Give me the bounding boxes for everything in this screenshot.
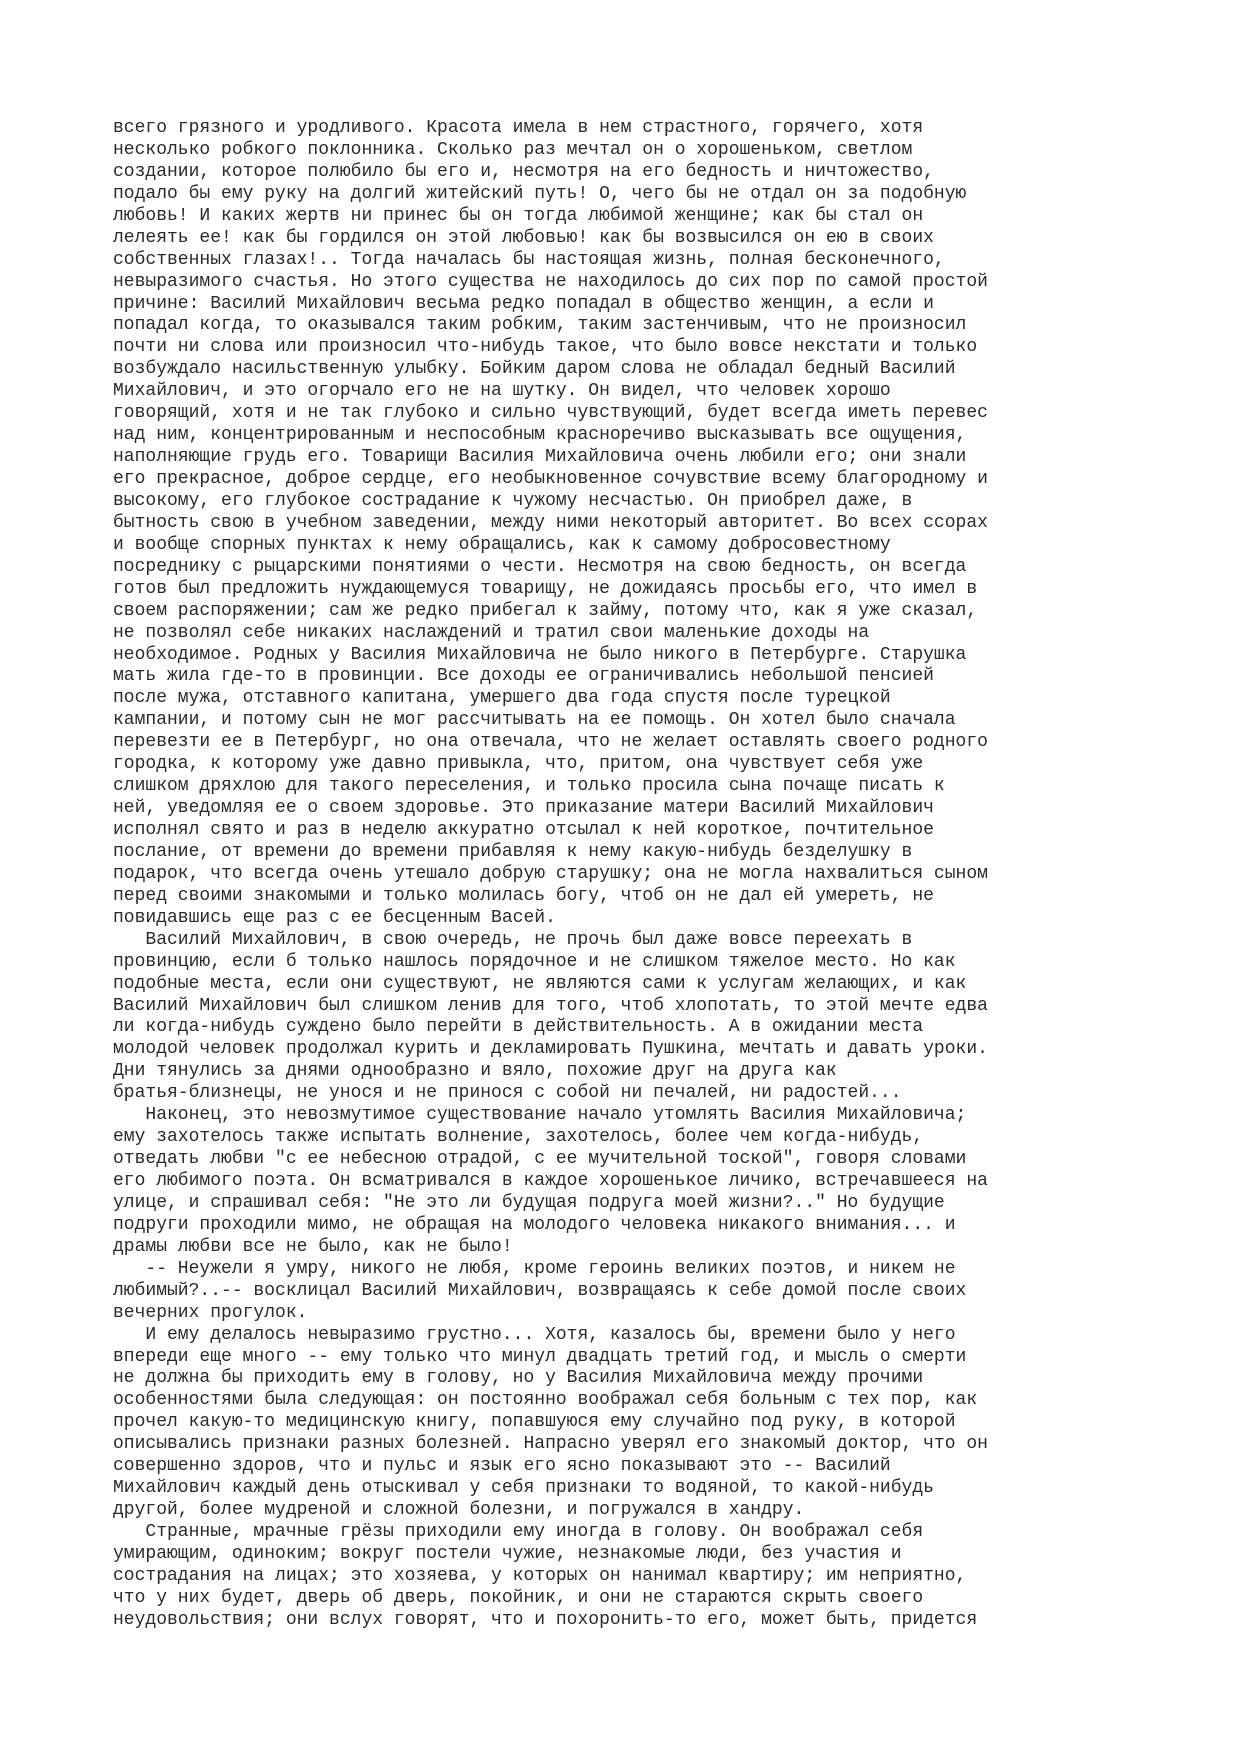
text-line: ли когда-нибудь суждено было перейти в действительность. А в ожидании места xyxy=(113,1017,924,1038)
text-line: несколько робкого поклонника. Сколько раз мечтал он о хорошеньком, светлом xyxy=(113,139,913,160)
text-line: любовь! И каких жертв ни принес бы он тогда любимой женщине; как бы стал он xyxy=(113,205,924,226)
text-line: причине: Василий Михайлович весьма редко попадал в общество женщин, а если и xyxy=(113,293,934,314)
text-line: его прекрасное, доброе сердце, его необыкновенное сочувствие всему благородному и xyxy=(113,469,988,489)
text-line: ему захотелось также испытать волнение, захотелось, более чем когда-нибудь, xyxy=(113,1127,924,1148)
text-line: провинцию, если б только нашлось порядочное и не слишком тяжелое место. Но как xyxy=(113,951,956,972)
text-line: готов был предложить нуждающемуся товарищу, не дожидаясь просьбы его, что имел в xyxy=(113,578,978,599)
text-line: драмы любви все не было, как не было! xyxy=(113,1236,513,1257)
text-line: любимый?..-- восклицал Василий Михайлович, возвращаясь к себе домой после своих xyxy=(113,1280,967,1301)
text-line: умирающим, одиноким; вокруг постели чужие, незнакомые люди, без участия и xyxy=(113,1543,902,1564)
text-line: создании, которое полюбило бы его и, несмотря на его бедность и ничтожество, xyxy=(113,161,934,182)
text-line: подобные места, если они существуют, не являются сами к услугам желающих, и как xyxy=(113,973,967,994)
text-line: своем распоряжении; сам же редко прибегал к займу, потому что, как я уже сказал, xyxy=(113,600,978,621)
text-line: подруги проходили мимо, не обращая на молодого человека никакого внимания... и xyxy=(113,1214,956,1235)
text-line: невыразимого счастья. Но этого существа не находилось до сих пор по самой простой xyxy=(113,271,988,292)
text-line: молодой человек продолжал курить и декламировать Пушкина, мечтать и давать уроки. xyxy=(113,1039,988,1060)
text-line: высокому, его глубокое сострадание к чужому несчастью. Он приобрел даже, в xyxy=(113,490,913,511)
text-line: И ему делалось невыразимо грустно... Хотя, казалось бы, времени было у него xyxy=(113,1324,956,1345)
text-line: впереди еще много -- ему только что минул двадцать третий год, и мысль о смерти xyxy=(113,1346,967,1367)
text-line xyxy=(113,1632,1223,1654)
text-line: -- Неужели я умру, никого не любя, кроме героинь великих поэтов, и никем не xyxy=(113,1258,956,1279)
text-line: Василий Михайлович был слишком ленив для того, чтоб хлопотать, то этой мечте едва xyxy=(113,995,988,1016)
text-line: прочел какую-то медицинскую книгу, попавшуюся ему случайно под руку, в которой xyxy=(113,1412,956,1433)
text-line: улице, и спрашивал себя: "Не это ли будущая подруга моей жизни?.." Но будущие xyxy=(113,1192,945,1213)
text-line: бытность свою в учебном заведении, между ними некоторый авторитет. Во всех ссорах xyxy=(113,512,988,533)
text-line: Наконец, это невозмутимое существование начало утомлять Василия Михайловича; xyxy=(113,1105,967,1126)
text-line: мать жила где-то в провинции. Все доходы ее ограничивались небольшой пенсией xyxy=(113,666,934,687)
text-line: исполнял свято и раз в неделю аккуратно отсылал к ней короткое, почтительное xyxy=(113,820,934,840)
text-line: Странные, мрачные грёзы приходили ему иногда в голову. Он воображал себя xyxy=(113,1522,924,1542)
text-line: Дни тянулись за днями однообразно и вяло, похожие друг на друга как xyxy=(113,1061,837,1082)
text-line: Михайлович каждый день отыскивал у себя признаки то водяной, то какой-нибудь xyxy=(113,1478,934,1499)
text-line: попадал когда, то оказывался таким робким, таким застенчивым, что не произносил xyxy=(113,315,967,336)
text-line: послание, от времени до времени прибавляя к нему какую-нибудь безделушку в xyxy=(113,841,913,862)
text-line: говорящий, хотя и не так глубоко и сильно чувствующий, будет всегда иметь перевес xyxy=(113,403,988,424)
text-line: отведать любви "с ее небесною отрадой, с ее мучительной тоской", говоря словами xyxy=(113,1149,967,1170)
text-line: городка, к которому уже давно привыкла, что, притом, она чувствует себя уже xyxy=(113,754,924,775)
text-line: наполняющие грудь его. Товарищи Василия Михайловича очень любили его; они знали xyxy=(113,447,967,468)
text-line: перевезти ее в Петербург, но она отвечала, что не желает оставлять своего родного xyxy=(113,732,988,753)
text-line: ней, уведомляя ее о своем здоровье. Это приказание матери Василий Михайлович xyxy=(113,798,934,819)
text-line: всего грязного и уродливого. Красота имела в нем страстного, горячего, хотя xyxy=(113,118,924,138)
text-line: лелеять ее! как бы гордился он этой любовью! как бы возвысился он ею в своих xyxy=(113,227,934,248)
text-line: Михайлович, и это огорчало его не на шутку. Он видел, что человек хорошо xyxy=(113,381,891,402)
text-line: братья-близнецы, не унося и не принося с собой ни печалей, ни радостей... xyxy=(113,1083,902,1104)
text-line: сострадания на лицах; это хозяева, у которых он нанимал квартиру; им неприятно, xyxy=(113,1565,967,1586)
text-line: над ним, концентрированным и неспособным красноречиво высказывать все ощущения, xyxy=(113,425,967,446)
text-line: собственных глазах!.. Тогда началась бы настоящая жизнь, полная бесконечного, xyxy=(113,249,945,270)
text-line: повидавшись еще раз с ее бесценным Васей. xyxy=(113,907,556,928)
text-line: подарок, что всегда очень утешало добрую старушку; она не могла нахвалиться сыном xyxy=(113,863,988,884)
text-line: подало бы ему руку на долгий житейский путь! О, чего бы не отдал он за подобную xyxy=(113,183,967,204)
document-page xyxy=(113,118,1223,1654)
text-line: перед своими знакомыми и только молилась богу, чтоб он не дал ей умереть, не xyxy=(113,885,934,906)
text-line: описывались признаки разных болезней. Напрасно уверял его знакомый доктор, что он xyxy=(113,1434,988,1455)
text-line: слишком дряхлою для такого переселения, и только просила сына почаще писать к xyxy=(113,776,945,797)
text-line: почти ни слова или произносил что-нибудь такое, что было вовсе некстати и только xyxy=(113,337,978,358)
text-line: не должна бы приходить ему в голову, но у Василия Михайловича между прочими xyxy=(113,1368,924,1389)
text-line: и вообще спорных пунктах к нему обращались, как к самому добросовестному xyxy=(113,534,891,555)
text-line: кампании, и потому сын не мог рассчитывать на ее помощь. Он хотел было сначала xyxy=(113,710,956,731)
text-line: посреднику с рыцарскими понятиями о чести. Несмотря на свою бедность, он всегда xyxy=(113,556,967,577)
text-line: необходимое. Родных у Василия Михайловича не было никого в Петербурге. Старушка xyxy=(113,644,967,665)
text-line: возбуждало насильственную улыбку. Бойким даром слова не обладал бедный Василий xyxy=(113,359,956,380)
text-line: другой, более мудреной и сложной болезни, и погружался в хандру. xyxy=(113,1500,805,1521)
text-line: что у них будет, дверь об дверь, покойник, и они не стараются скрыть своего xyxy=(113,1587,924,1608)
text-line: не позволял себе никаких наслаждений и тратил свои маленькие доходы на xyxy=(113,622,870,643)
text-line: Василий Михайлович, в свою очередь, не прочь был даже вовсе переехать в xyxy=(113,929,913,950)
text-line: совершенно здоров, что и пульс и язык его ясно показывают это -- Василий xyxy=(113,1456,891,1477)
text-line: неудовольствия; они вслух говорят, что и похоронить-то его, может быть, придется xyxy=(113,1609,978,1630)
text-line: его любимого поэта. Он всматривался в каждое хорошенькое личико, встречавшееся на xyxy=(113,1171,988,1191)
text-line: после мужа, отставного капитана, умершего два года спустя после турецкой xyxy=(113,688,891,709)
text-line: вечерних прогулок. xyxy=(113,1302,308,1323)
text-line: особенностями была следующая: он постоянно воображал себя больным с тех пор, как xyxy=(113,1390,978,1411)
